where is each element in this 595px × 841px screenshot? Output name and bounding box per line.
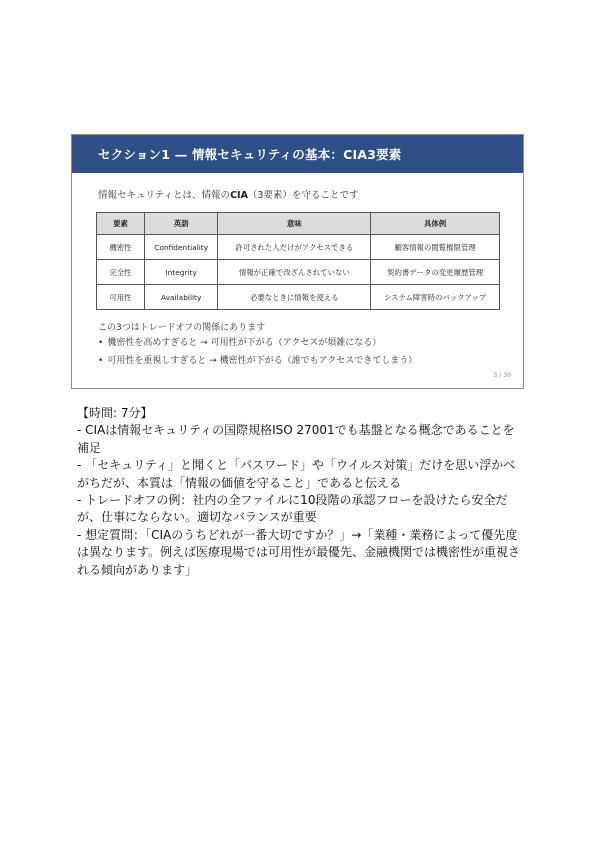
- table-cell: Integrity: [144, 260, 217, 285]
- table-cell: 可用性: [97, 285, 145, 310]
- tradeoff-bullets: [98, 336, 417, 372]
- intro-prefix: 情報セキュリティとは、情報の: [98, 190, 231, 201]
- table-cell: 顧客情報の閲覧権限管理: [371, 235, 500, 260]
- table-row: [97, 260, 500, 285]
- table-header-cell: 要素: [97, 213, 145, 235]
- list-item: • 機密性を高めすぎると → 可用性が下がる（アクセスが煩雑になる）: [98, 336, 417, 354]
- slide-intro: [98, 187, 358, 201]
- notes-line: - トレードオフの例：社内の全ファイルに10段階の承認フローを設けたら安全だが、仕事にならない。適切なバランスが重要: [77, 493, 508, 525]
- speaker-notes: [77, 405, 522, 579]
- notes-line: - 想定質問：「CIAのうちどれが一番大切ですか？」→「業種・業務によって優先度は異なります。例えば医療現場では可用性が最優先、金融機関では機密性が重視される傾向があります」: [77, 527, 521, 577]
- table-cell: Availability: [144, 285, 217, 310]
- slide-header: [72, 135, 523, 173]
- table-cell: 契約書データの変更履歴管理: [371, 260, 500, 285]
- tradeoff-note: この3つはトレードオフの関係にあります: [98, 323, 266, 333]
- table-header-cell: 英語: [144, 213, 217, 235]
- intro-bold: CIA: [230, 190, 248, 201]
- list-item: • 可用性を重視しすぎると → 機密性が下がる（誰でもアクセスできてしまう）: [98, 354, 417, 372]
- table-cell: 完全性: [97, 260, 145, 285]
- slide-title: セクション1 — 情報セキュリティの基本：CIA3要素: [98, 147, 402, 162]
- table-row: [97, 235, 500, 260]
- table-cell: 必要なときに情報を使える: [218, 285, 371, 310]
- table-row: [97, 285, 500, 310]
- intro-suffix: （3要素）を守ることです: [247, 190, 359, 201]
- slide-page-number: 5 / 30: [493, 372, 511, 379]
- notes-line: - 「セキュリティ」と聞くと「パスワード」や「ウイルス対策」だけを思い浮かべがちだが、本質は「情報の価値を守ること」であると伝える: [77, 458, 516, 490]
- cia-table: [96, 212, 500, 310]
- table-header-cell: 意味: [218, 213, 371, 235]
- slide-thumbnail: [71, 134, 524, 389]
- table-header-cell: 具体例: [371, 213, 500, 235]
- table-cell: 機密性: [97, 235, 145, 260]
- notes-heading: 【時間: 7分】: [77, 406, 153, 420]
- table-cell: 許可された人だけがアクセスできる: [218, 235, 371, 260]
- table-cell: システム障害時のバックアップ: [371, 285, 500, 310]
- table-cell: 情報が正確で改ざんされていない: [218, 260, 371, 285]
- table-header-row: [97, 213, 500, 235]
- table-cell: Confidentiality: [144, 235, 217, 260]
- notes-line: - CIAは情報セキュリティの国際規格ISO 27001でも基盤となる概念であることを補足: [77, 423, 515, 455]
